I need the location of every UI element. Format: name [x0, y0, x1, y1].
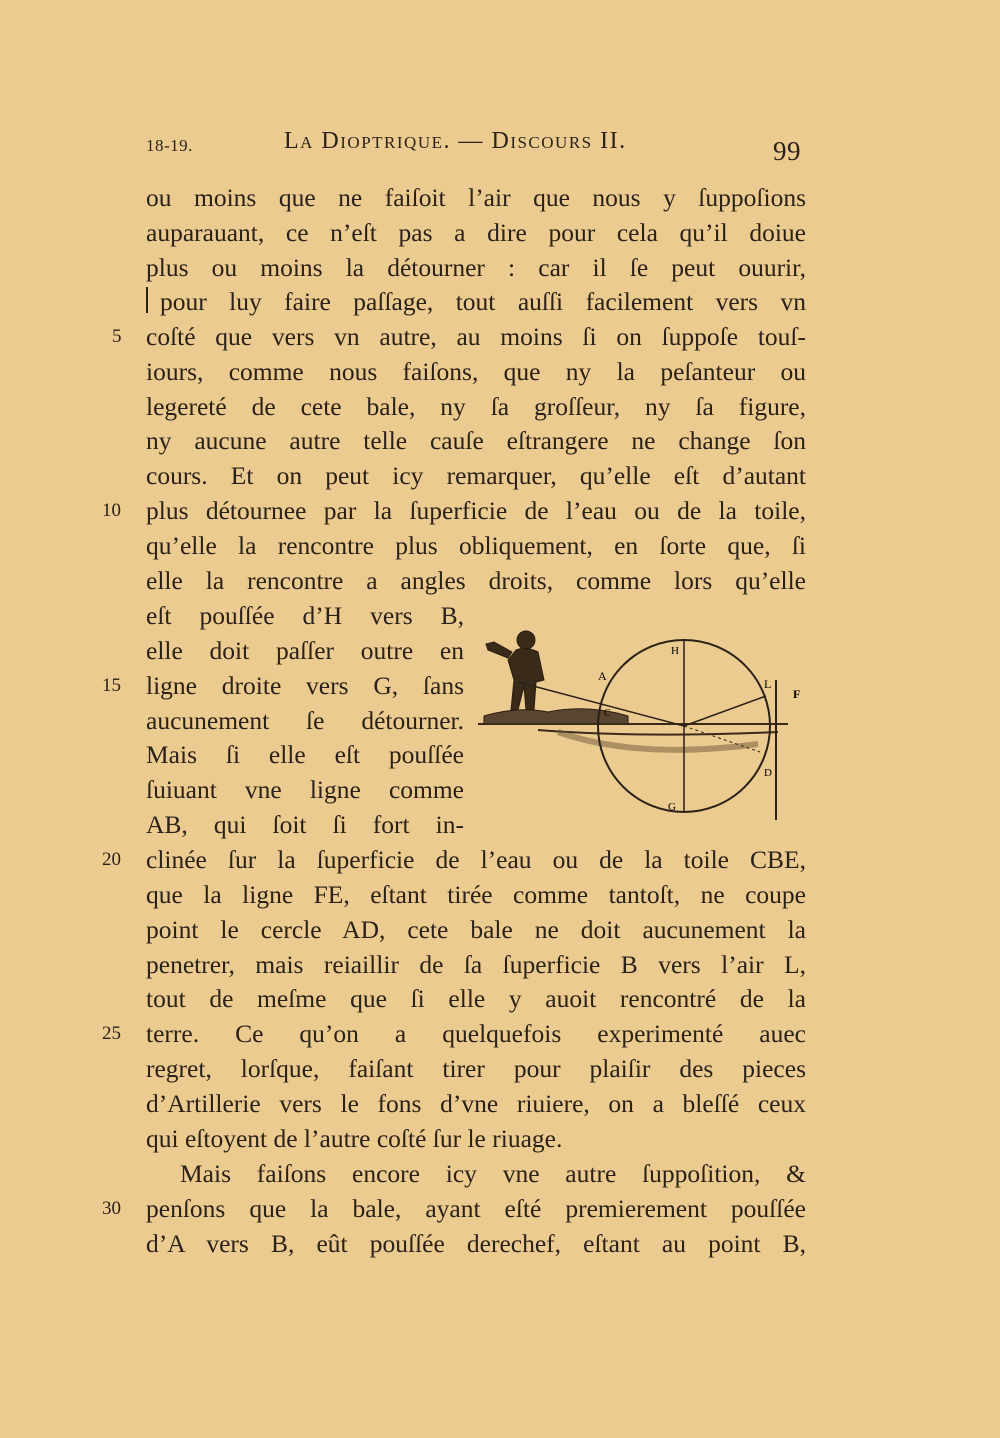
label-c: C — [604, 708, 611, 719]
text-line: clinée ſur la ſuperficie de l’eau ou de la toile CBE, — [146, 845, 806, 874]
text-line: pour luy faire paſſage, tout auſſi facilement vers vn — [160, 287, 806, 316]
text-line: legereté de cete bale, ny ſa groſſeur, ny ſa figure, — [146, 392, 806, 421]
text-line: cours. Et on peut icy remarquer, qu’elle eſt d’autant — [146, 461, 806, 490]
text-line: auparauant, ce n’eſt pas a dire pour cela qu’il doiue — [146, 218, 806, 247]
line-number: 20 — [102, 849, 121, 870]
label-h: H — [671, 645, 679, 657]
header-section-ref: 18-19. — [146, 136, 193, 155]
label-f: F — [793, 687, 801, 701]
text-line: penetrer, mais reiaillir de ſa ſuperficie B vers l’air L, — [146, 950, 806, 979]
text-line: ligne droite vers G, ſans — [146, 671, 464, 700]
line-number: 10 — [102, 500, 121, 521]
text-line: regret, lorſque, faiſant tirer pour plaiſir des pieces — [146, 1054, 806, 1083]
water-surface — [478, 724, 788, 735]
text-line: tout de meſme que ſi elle y auoit rencontré de la — [146, 984, 806, 1013]
text-line: plus ou moins la détourner : car il ſe peut ouurir, — [146, 253, 806, 282]
text-line: coſté que vers vn autre, au moins ſi on ſuppoſe touſ- — [146, 322, 806, 351]
text-line: iours, comme nous faiſons, que ny la peſanteur ou — [146, 357, 806, 386]
label-l: L — [764, 677, 772, 691]
text-line: AB, qui ſoit ſi fort in- — [146, 810, 464, 839]
text-line: que la ligne FE, eſtant tirée comme tantoſt, ne coupe — [146, 880, 806, 909]
text-line: ny aucune autre telle cauſe eſtrangere ne change ſon — [146, 426, 806, 455]
text-line: Mais faiſons encore icy vne autre ſuppoſition, & — [180, 1159, 806, 1188]
text-line: qui eſtoyent de l’autre coſté ſur le riuage. — [146, 1124, 563, 1153]
label-g: G — [668, 801, 676, 813]
text-line: elle la rencontre a angles droits, comme lors qu’elle — [146, 566, 806, 595]
line-number: 25 — [102, 1023, 121, 1044]
page-number: 99 — [773, 136, 801, 166]
line-number: 5 — [112, 326, 122, 347]
line-bl — [684, 696, 766, 726]
text-line: d’A vers B, eût pouſſée derechef, eſtant au point B, — [146, 1229, 806, 1258]
text-line: Mais ſi elle eſt pouſſée — [146, 740, 464, 769]
text-line: qu’elle la rencontre plus obliquement, en ſorte que, ſi — [146, 531, 806, 560]
line-number: 30 — [102, 1198, 121, 1219]
header-title: La Dioptrique. — Discours II. — [284, 128, 627, 154]
label-a: A — [598, 669, 607, 683]
text-line: aucunement ſe détourner. — [146, 706, 464, 735]
text-line: elle doit paſſer outre en — [146, 636, 464, 665]
column-break-mark — [146, 287, 148, 313]
text-line: point le cercle AD, cete bale ne doit aucunement la — [146, 915, 806, 944]
text-line: eſt pouſſée d’H vers B, — [146, 601, 464, 630]
text-line: ſuiuant vne ligne comme — [146, 775, 464, 804]
text-line: terre. Ce qu’on a quelquefois experimenté auec — [146, 1019, 806, 1048]
text-line: d’Artillerie vers le fons d’vne riuiere, on a bleſſé ceux — [146, 1089, 806, 1118]
text-line: plus détournee par la ſuperficie de l’eau ou de la toile, — [146, 496, 806, 525]
refraction-figure — [478, 620, 818, 825]
label-d: D — [764, 767, 772, 779]
text-line: ou moins que ne faiſoit l’air que nous y ſuppoſions — [146, 183, 806, 212]
text-line: penſons que la bale, ayant eſté premierement pouſſée — [146, 1194, 806, 1223]
line-number: 15 — [102, 675, 121, 696]
